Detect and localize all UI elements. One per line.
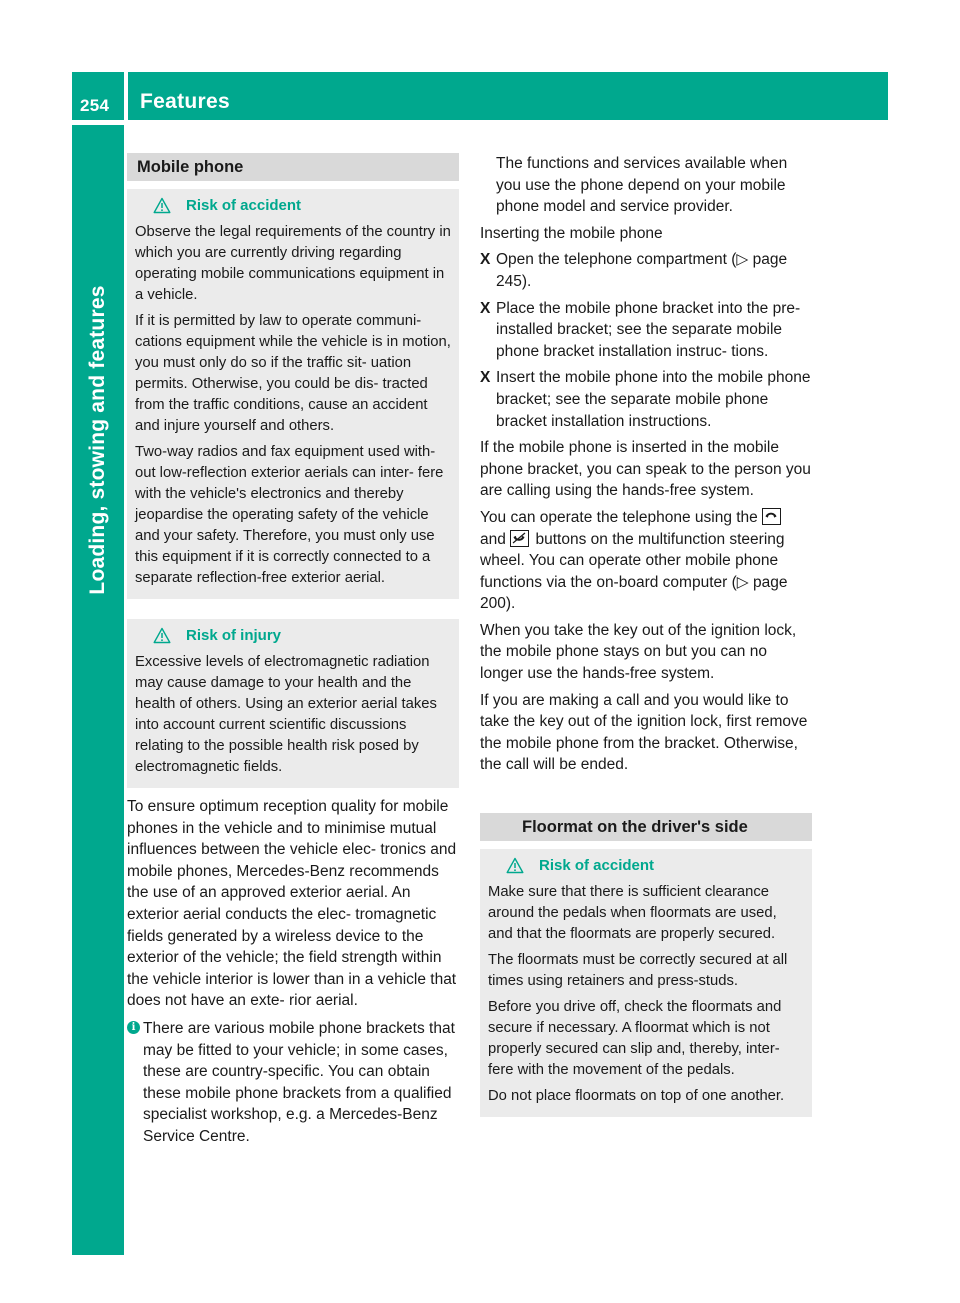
warning-paragraph: Two-way radios and fax equipment used with- out low-reflection exterior aerials can inter- fere with the vehicle's electronics and thereby jeopardise the operating safety of the vehicle and your safety. Therefore, you must only use this equipment if it is correctly connected to a separate reflection-free exterior aerial. bbox=[135, 444, 444, 586]
warning-paragraph: The floormats must be correctly secured at all times using retainers and press-studs. bbox=[488, 952, 788, 990]
warning-paragraph: Before you drive off, check the floormats and secure if necessary. A floormat which is not properly secured can slip and, thereby, inter- fere with the movement of the pedals. bbox=[488, 999, 782, 1079]
step-marker: X bbox=[480, 369, 491, 387]
warning-title bbox=[135, 625, 451, 646]
step-text: Open the telephone compartment (▷ page 245). bbox=[496, 251, 788, 290]
warning-paragraph: Make sure that there is sufficient clearance around the pedals when floormats are used, and that the floormats are properly secured. bbox=[488, 884, 777, 943]
step-marker: X bbox=[480, 251, 491, 269]
body-paragraph: If the mobile phone is inserted in the mobile phone bracket, you can speak to the person you are calling using the hands-free system. bbox=[480, 439, 811, 500]
warning-paragraph: Observe the legal requirements of the country in which you are currently driving regarding operating mobile communications equipment in a vehicle. bbox=[135, 224, 451, 303]
step-text: Place the mobile phone bracket into the pre-installed bracket; see the separate mobile phone bracket installation instruc- tions. bbox=[496, 299, 801, 360]
right-column bbox=[480, 153, 812, 1125]
warning-triangle-icon bbox=[153, 197, 171, 214]
warning-paragraph: Excessive levels of electromagnetic radiation may cause damage to your health and the health of others. Using an exterior aerial takes into account current scientific discussions relating to the possible health risk posed by electromagnetic fields. bbox=[135, 654, 437, 775]
step-marker: X bbox=[480, 299, 491, 317]
spacer bbox=[480, 781, 812, 813]
page-number: 254 bbox=[80, 96, 110, 115]
body-paragraph: To ensure optimum reception quality for mobile phones in the vehicle and to minimise mutual influences between the vehicle elec- tronics and mobile phones, Mercedes-Benz recommends the use of an approved exterior aerial. An exterior aerial conducts the elec- tromagnetic fields generated by a wireless device to the exterior of the vehicle; the field strength within the vehicle interior is lower than in a vehicle that does not have an exte- rior aerial. bbox=[127, 798, 457, 1010]
instruction-step bbox=[480, 249, 812, 292]
phone-end-icon bbox=[510, 530, 529, 547]
warning-title bbox=[488, 855, 804, 876]
warning-box-accident bbox=[127, 189, 459, 599]
info-note-text: There are various mobile phone brackets that may be fitted to your vehicle; in some cases, these are country-specific. You can obtain these mobile phone brackets from a qualified specialist workshop, e.g. a Mercedes-Benz Service Centre. bbox=[143, 1019, 455, 1145]
spacer bbox=[127, 607, 459, 619]
warning-box-injury bbox=[127, 619, 459, 788]
section-heading-floormat: Floormat on the driver's side bbox=[480, 813, 812, 841]
warning-title bbox=[135, 195, 451, 216]
left-column bbox=[127, 153, 459, 1148]
text-fragment: buttons on the multifunction steering wheel. You can operate other mobile phone functions via the on-board computer (▷ page 200). bbox=[480, 530, 788, 613]
subheading-inserting: Inserting the mobile phone bbox=[480, 224, 663, 242]
chapter-title: Features bbox=[140, 90, 230, 113]
side-tab-label: Loading, stowing and features bbox=[86, 285, 109, 595]
text-fragment: and bbox=[480, 530, 506, 548]
warning-triangle-icon bbox=[153, 627, 171, 644]
section-heading-mobile-phone: Mobile phone bbox=[127, 153, 459, 181]
info-icon: i bbox=[127, 1021, 140, 1034]
body-paragraph: If you are making a call and you would like to take the key out of the ignition lock, first remove the mobile phone from the bracket. Otherwise, the call will be ended. bbox=[480, 691, 808, 774]
instruction-step bbox=[480, 298, 812, 363]
body-paragraph-buttons bbox=[480, 507, 812, 615]
info-note-continuation: The functions and services available when you use the phone depend on your mobile phone model and service provider. bbox=[496, 155, 788, 216]
info-note bbox=[127, 1018, 459, 1148]
warning-title-text: Risk of injury bbox=[186, 627, 282, 644]
warning-triangle-icon bbox=[506, 857, 524, 874]
warning-paragraph: Do not place floormats on top of one another. bbox=[488, 1088, 785, 1105]
warning-paragraph: If it is permitted by law to operate communi- cations equipment while the vehicle is in motion, you must only do so if the traffic sit- uation permits. Otherwise, you could be dis- tracted from the traffic conditions, cause an accident and injure yourself and others. bbox=[135, 313, 451, 434]
warning-box-floormat bbox=[480, 849, 812, 1117]
header-divider bbox=[124, 72, 128, 120]
text-fragment: You can operate the telephone using the bbox=[480, 508, 758, 526]
warning-title-text: Risk of accident bbox=[539, 857, 655, 875]
step-text: Insert the mobile phone into the mobile phone bracket; see the separate mobile phone bracket installation instructions. bbox=[496, 369, 811, 430]
instruction-step bbox=[480, 367, 812, 432]
phone-accept-icon bbox=[762, 508, 781, 525]
warning-title-text: Risk of accident bbox=[186, 197, 302, 214]
body-paragraph: When you take the key out of the ignition lock, the mobile phone stays on but you can no longer use the hands-free system. bbox=[480, 621, 797, 683]
